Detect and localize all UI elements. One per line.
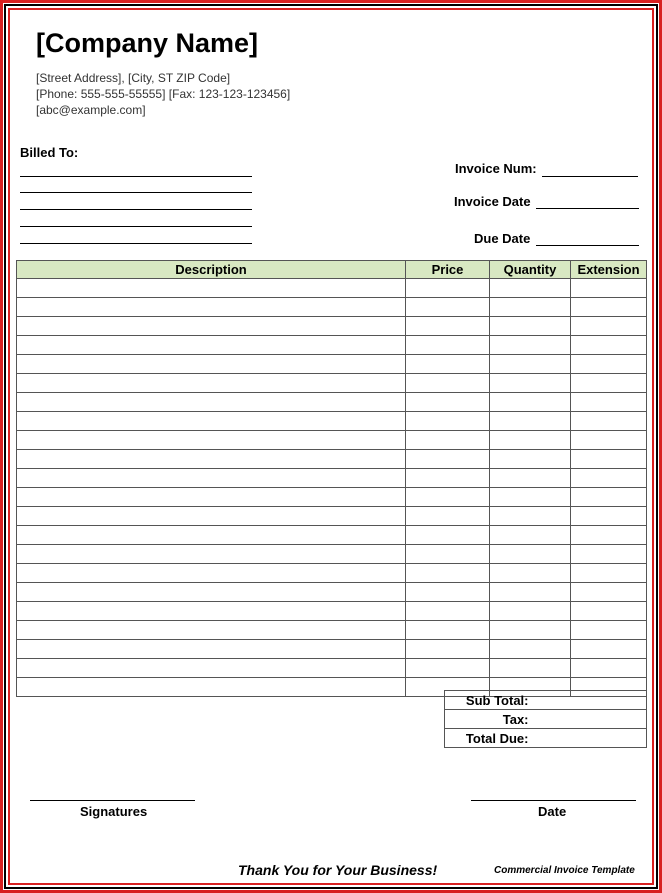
table-row (17, 583, 647, 602)
tax-label: Tax: (445, 710, 533, 729)
price-cell[interactable] (406, 450, 490, 469)
quantity-cell[interactable] (490, 621, 571, 640)
table-row (17, 355, 647, 374)
extension-cell[interactable] (571, 526, 647, 545)
extension-cell[interactable] (571, 317, 647, 336)
price-cell[interactable] (406, 298, 490, 317)
quantity-cell[interactable] (490, 317, 571, 336)
company-address: [Street Address], [City, ST ZIP Code] (36, 71, 231, 85)
price-cell[interactable] (406, 583, 490, 602)
quantity-cell[interactable] (490, 602, 571, 621)
total-due-row (445, 729, 647, 748)
table-row (17, 336, 647, 355)
price-cell[interactable] (406, 469, 490, 488)
extension-cell[interactable] (571, 298, 647, 317)
table-row (17, 279, 647, 298)
totals-table (444, 690, 647, 748)
quantity-cell[interactable] (490, 412, 571, 431)
table-row (17, 659, 647, 678)
col-price: Price (406, 261, 490, 279)
invoice-date-field[interactable] (536, 208, 639, 209)
table-row (17, 545, 647, 564)
description-cell[interactable] (17, 393, 406, 412)
table-row (17, 298, 647, 317)
table-row (17, 393, 647, 412)
billed-to-line[interactable] (20, 192, 252, 193)
description-cell[interactable] (17, 412, 406, 431)
invoice-date-label: Invoice Date (454, 194, 531, 209)
table-row (17, 564, 647, 583)
quantity-cell[interactable] (490, 450, 571, 469)
table-header-row (17, 261, 647, 279)
due-date-field[interactable] (536, 245, 639, 246)
extension-cell[interactable] (571, 355, 647, 374)
table-row (17, 469, 647, 488)
table-row (17, 640, 647, 659)
extension-cell[interactable] (571, 545, 647, 564)
table-row (17, 602, 647, 621)
description-cell[interactable] (17, 298, 406, 317)
price-cell[interactable] (406, 602, 490, 621)
table-row (17, 317, 647, 336)
price-cell[interactable] (406, 545, 490, 564)
extension-cell[interactable] (571, 564, 647, 583)
quantity-cell[interactable] (490, 507, 571, 526)
tax-value[interactable] (533, 710, 647, 729)
extension-cell[interactable] (571, 621, 647, 640)
description-cell[interactable] (17, 602, 406, 621)
quantity-cell[interactable] (490, 659, 571, 678)
extension-cell[interactable] (571, 488, 647, 507)
extension-cell[interactable] (571, 602, 647, 621)
quantity-cell[interactable] (490, 336, 571, 355)
billed-to-line[interactable] (20, 209, 252, 210)
description-cell[interactable] (17, 450, 406, 469)
quantity-cell[interactable] (490, 393, 571, 412)
company-email: [abc@example.com] (36, 103, 146, 117)
extension-cell[interactable] (571, 507, 647, 526)
billed-to-label: Billed To: (20, 145, 79, 160)
signature-date-label: Date (538, 804, 567, 819)
extension-cell[interactable] (571, 431, 647, 450)
description-cell[interactable] (17, 431, 406, 450)
description-cell[interactable] (17, 678, 406, 697)
table-row (17, 450, 647, 469)
billed-to-line[interactable] (20, 226, 252, 227)
table-row (17, 621, 647, 640)
table-row (17, 412, 647, 431)
quantity-cell[interactable] (490, 469, 571, 488)
subtotal-label: Sub Total: (445, 691, 533, 710)
billed-to-line[interactable] (20, 176, 252, 177)
price-cell[interactable] (406, 488, 490, 507)
table-row (17, 507, 647, 526)
price-cell[interactable] (406, 621, 490, 640)
extension-cell[interactable] (571, 659, 647, 678)
quantity-cell[interactable] (490, 355, 571, 374)
total-due-label: Total Due: (445, 729, 533, 748)
table-row (17, 431, 647, 450)
description-cell[interactable] (17, 355, 406, 374)
extension-cell[interactable] (571, 412, 647, 431)
quantity-cell[interactable] (490, 279, 571, 298)
quantity-cell[interactable] (490, 488, 571, 507)
price-cell[interactable] (406, 355, 490, 374)
tax-row (445, 710, 647, 729)
date-signature-line[interactable] (471, 800, 636, 801)
quantity-cell[interactable] (490, 640, 571, 659)
price-cell[interactable] (406, 640, 490, 659)
description-cell[interactable] (17, 488, 406, 507)
description-cell[interactable] (17, 583, 406, 602)
template-name: Commercial Invoice Template (494, 865, 635, 876)
description-cell[interactable] (17, 640, 406, 659)
quantity-cell[interactable] (490, 431, 571, 450)
price-cell[interactable] (406, 317, 490, 336)
description-cell[interactable] (17, 621, 406, 640)
description-cell[interactable] (17, 526, 406, 545)
extension-cell[interactable] (571, 336, 647, 355)
total-due-value[interactable] (533, 729, 647, 748)
invoice-num-label: Invoice Num: (455, 161, 537, 176)
description-cell[interactable] (17, 507, 406, 526)
invoice-num-field[interactable] (542, 176, 638, 177)
price-cell[interactable] (406, 564, 490, 583)
signature-line[interactable] (30, 800, 195, 801)
extension-cell[interactable] (571, 583, 647, 602)
extension-cell[interactable] (571, 640, 647, 659)
subtotal-row (445, 691, 647, 710)
table-row (17, 488, 647, 507)
quantity-cell[interactable] (490, 298, 571, 317)
signatures-label: Signatures (80, 804, 148, 819)
extension-cell[interactable] (571, 374, 647, 393)
price-cell[interactable] (406, 374, 490, 393)
table-row (17, 374, 647, 393)
description-cell[interactable] (17, 545, 406, 564)
extension-cell[interactable] (571, 393, 647, 412)
billed-to-line[interactable] (20, 243, 252, 244)
price-cell[interactable] (406, 412, 490, 431)
description-cell[interactable] (17, 564, 406, 583)
company-name: [Company Name] (36, 28, 259, 58)
description-cell[interactable] (17, 317, 406, 336)
due-date-label: Due Date (474, 231, 531, 246)
quantity-cell[interactable] (490, 564, 571, 583)
price-cell[interactable] (406, 431, 490, 450)
price-cell[interactable] (406, 659, 490, 678)
quantity-cell[interactable] (490, 374, 571, 393)
company-phone-fax: [Phone: 555-555-55555] [Fax: 123-123-123456] (36, 87, 291, 101)
quantity-cell[interactable] (490, 526, 571, 545)
description-cell[interactable] (17, 336, 406, 355)
description-cell[interactable] (17, 469, 406, 488)
extension-cell[interactable] (571, 279, 647, 298)
quantity-cell[interactable] (490, 545, 571, 564)
extension-cell[interactable] (571, 450, 647, 469)
thank-you-note: Thank You for Your Business! (238, 862, 438, 878)
description-cell[interactable] (17, 659, 406, 678)
description-cell[interactable] (17, 279, 406, 298)
price-cell[interactable] (406, 279, 490, 298)
price-cell[interactable] (406, 393, 490, 412)
line-items-table (16, 260, 647, 697)
subtotal-value[interactable] (533, 691, 647, 710)
extension-cell[interactable] (571, 469, 647, 488)
quantity-cell[interactable] (490, 583, 571, 602)
col-quantity: Quantity (490, 261, 571, 279)
price-cell[interactable] (406, 507, 490, 526)
price-cell[interactable] (406, 336, 490, 355)
description-cell[interactable] (17, 374, 406, 393)
col-extension: Extension (571, 261, 647, 279)
price-cell[interactable] (406, 526, 490, 545)
table-row (17, 526, 647, 545)
col-description: Description (17, 261, 406, 279)
